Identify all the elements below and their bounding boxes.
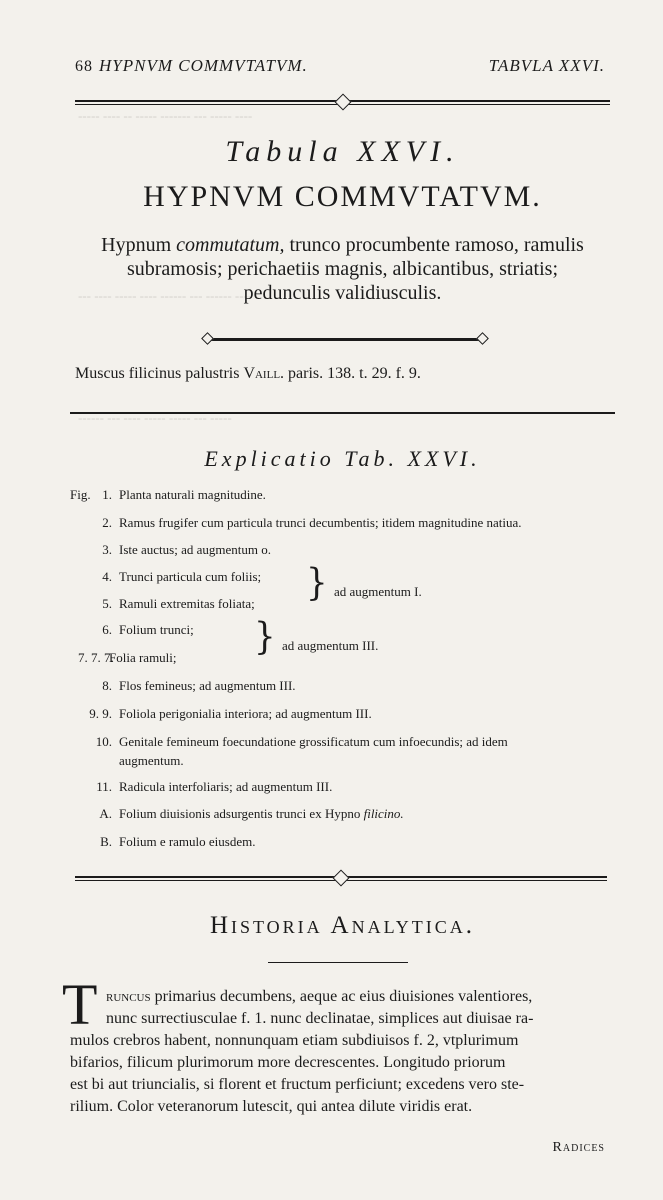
species-diagnosis — [75, 233, 610, 305]
group-label: ad augmentum III. — [282, 638, 379, 653]
title-underline — [268, 962, 408, 963]
figure-number: 5. — [102, 596, 112, 611]
paragraph-lead: runcus — [106, 988, 151, 1005]
paragraph-line: est bi aut triuncialis, si florent et fructum perficiunt; excedens vero ste- — [70, 1076, 525, 1093]
show-through-text: ‐‐‐‐ ‐‐‐‐‐ ‐‐‐ ‐‐‐‐‐‐‐ ‐‐‐‐‐ ‐‐ ‐‐‐‐ ‐‐‐‐‐ — [78, 108, 253, 123]
figure-description: augmentum. — [119, 753, 184, 768]
paragraph-line: rilium. Color veteranorum lutescit, qui antea dilute viridis erat. — [70, 1098, 473, 1115]
figure-description: Folium trunci; — [119, 622, 194, 637]
diagnosis-epithet: commutatum, — [176, 234, 285, 256]
figure-item — [88, 734, 508, 750]
figure-description: Folium diuisionis adsurgentis trunci ex Hypno — [119, 806, 364, 821]
figure-number: 7. 7. 7. — [78, 650, 114, 665]
paragraph-line: bifarios, filicum plurimorum more decrescentes. Longitudo priorum — [70, 1054, 506, 1071]
figure-description: Ramuli extremitas foliata; — [119, 596, 255, 611]
paragraph-text: primarius decumbens, aeque ac eius diuisiones valentiores, — [150, 988, 533, 1005]
figure-number: 4. — [102, 569, 112, 584]
ornamental-rule — [205, 338, 485, 341]
figure-description: Folia ramuli; — [109, 650, 177, 665]
figure-item — [88, 622, 194, 638]
synonym-author: Vaill. — [243, 365, 285, 382]
figure-description: Planta naturali magnitudine. — [119, 487, 266, 502]
figure-number: 3. — [102, 542, 112, 557]
figure-description-italic: filicino. — [363, 806, 404, 821]
figure-item — [88, 515, 522, 531]
synonym-citation: paris. 138. t. 29. f. 9. — [284, 365, 421, 382]
figure-description: Genitale femineum foecundatione grossificatum cum infoecundis; ad idem — [119, 734, 508, 749]
diagnosis-line: pedunculis validiusculis. — [243, 282, 442, 304]
figure-description: Iste auctus; ad augmentum o. — [119, 542, 271, 557]
figure-number: A. — [99, 806, 112, 821]
brace-icon: } — [254, 615, 276, 659]
figure-item — [88, 542, 271, 558]
running-head-title: HYPNVM COMMVTATVM. — [99, 56, 308, 75]
figure-item — [88, 569, 261, 585]
tabula-title: Tabula XXVI. — [225, 135, 460, 168]
figure-description: Flos femineus; ad augmentum III. — [119, 678, 296, 693]
brace-icon: } — [306, 561, 328, 605]
figure-number: B. — [100, 834, 112, 849]
paragraph-line: mulos crebros habent, nonnunquam etiam subdiuisos f. 2, vtplurimum — [70, 1032, 519, 1049]
figure-description: Ramus frugifer cum particula trunci decumbentis; itidem magnitudine natiua. — [119, 515, 522, 530]
figure-description: Trunci particula cum foliis; — [119, 569, 262, 584]
fig-label: Fig. — [70, 487, 91, 502]
figure-description: Foliola perigonialia interiora; ad augmentum III. — [119, 706, 372, 721]
diagnosis-line1-rest: trunco procumbente ramoso, ramulis — [284, 234, 584, 256]
figure-number: 6. — [102, 622, 112, 637]
ornament-icon — [335, 94, 352, 111]
paragraph-line: nunc surrectiusculae f. 1. nunc declinatae, simplices aut diuisae ra- — [106, 1010, 534, 1027]
catchword: Radices — [552, 1140, 605, 1155]
figure-description: Folium e ramulo eiusdem. — [119, 834, 256, 849]
figure-item — [88, 596, 255, 612]
diagnosis-line — [75, 233, 610, 257]
drop-cap: T — [62, 972, 98, 1037]
ornament-icon — [476, 332, 489, 345]
figure-item — [88, 753, 184, 769]
show-through-text: ‐‐‐‐ ‐‐‐‐‐‐ ‐‐‐ ‐‐‐‐‐‐ ‐‐‐‐ ‐‐‐‐‐ ‐‐‐‐ ‐‐‐ — [78, 288, 253, 303]
figure-number: 2. — [102, 515, 112, 530]
figure-item — [88, 834, 255, 850]
figure-item — [88, 678, 296, 694]
explicatio-title: Explicatio Tab. XXVI. — [204, 446, 481, 471]
diagnosis-genus: Hypnum — [101, 234, 172, 256]
running-head — [75, 56, 605, 82]
figure-number: 11. — [96, 779, 112, 794]
group-label: ad augmentum I. — [334, 584, 422, 599]
figure-number: 10. — [95, 734, 112, 749]
figure-item — [88, 706, 372, 722]
ornament-icon — [333, 870, 350, 887]
diagnosis-line: subramosis; perichaetiis magnis, albicantibus, striatis; — [126, 258, 559, 280]
figure-item — [88, 779, 332, 795]
species-title: HYPNVM COMMVTATVM. — [143, 180, 542, 213]
figure-number: 9. 9. — [89, 706, 112, 721]
figure-item — [78, 650, 177, 666]
section-rule — [70, 412, 615, 414]
historia-title: Historia Analytica. — [209, 912, 476, 939]
ornament-icon — [201, 332, 214, 345]
figure-item — [88, 487, 266, 503]
page-number: 68 — [75, 58, 93, 75]
paragraph-line — [106, 986, 604, 1007]
show-through-text: ‐‐‐‐‐ ‐‐‐ ‐‐‐‐‐ ‐‐‐‐‐ ‐‐‐‐ ‐‐‐ ‐‐‐‐‐‐ — [78, 410, 232, 425]
synonym-reference — [75, 365, 421, 383]
running-head-tabula: TABVLA XXVI. — [488, 56, 605, 75]
figure-number: 1. — [102, 487, 112, 502]
figure-item — [88, 806, 404, 822]
figure-number: 8. — [102, 678, 112, 693]
figure-description: Radicula interfoliaris; ad augmentum III. — [119, 779, 333, 794]
synonym-text: Muscus filicinus palustris — [75, 365, 244, 382]
